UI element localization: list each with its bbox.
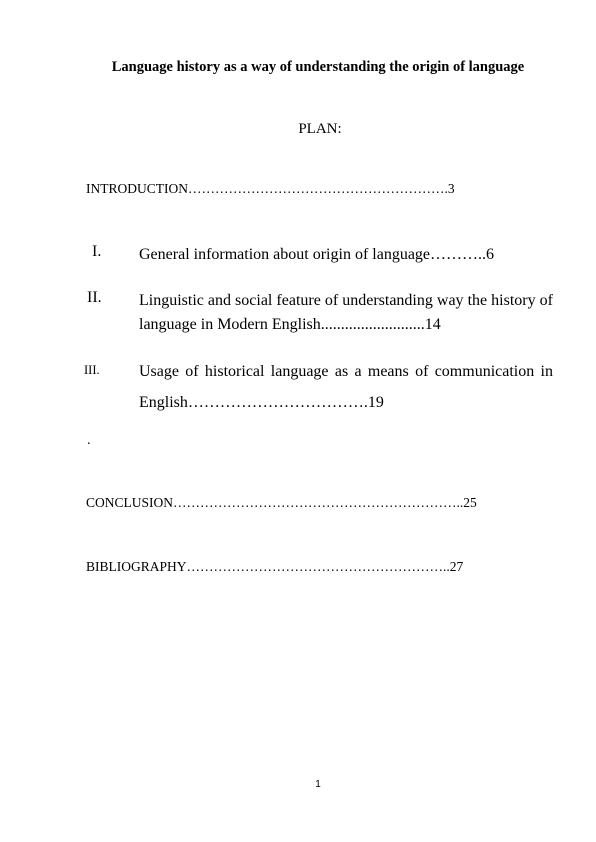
section-2-number: II. (87, 289, 102, 306)
page-number: 1 (315, 779, 321, 790)
toc-introduction: INTRODUCTION………………………………………………….3 (86, 181, 455, 196)
toc-bibliography: BIBLIOGRAPHY…………………………………………………..27 (86, 559, 464, 574)
section-3-number: III. (84, 363, 100, 377)
section-1-number: I. (92, 243, 102, 260)
section-1-title: General information about origin of language………..6 (139, 246, 495, 263)
plan-heading: PLAN: (298, 121, 342, 137)
stray-dot: . (87, 433, 91, 448)
toc-conclusion: CONCLUSION………………………………………………………..25 (86, 495, 477, 510)
section-3-title: Usage of historical language as a means of communication in English…………………………….19 (139, 363, 553, 411)
section-2-title: Linguistic and social feature of understanding way the history of language in Modern English..........................14 (139, 292, 553, 333)
document-title: Language history as a way of understanding the origin of language (111, 59, 525, 75)
